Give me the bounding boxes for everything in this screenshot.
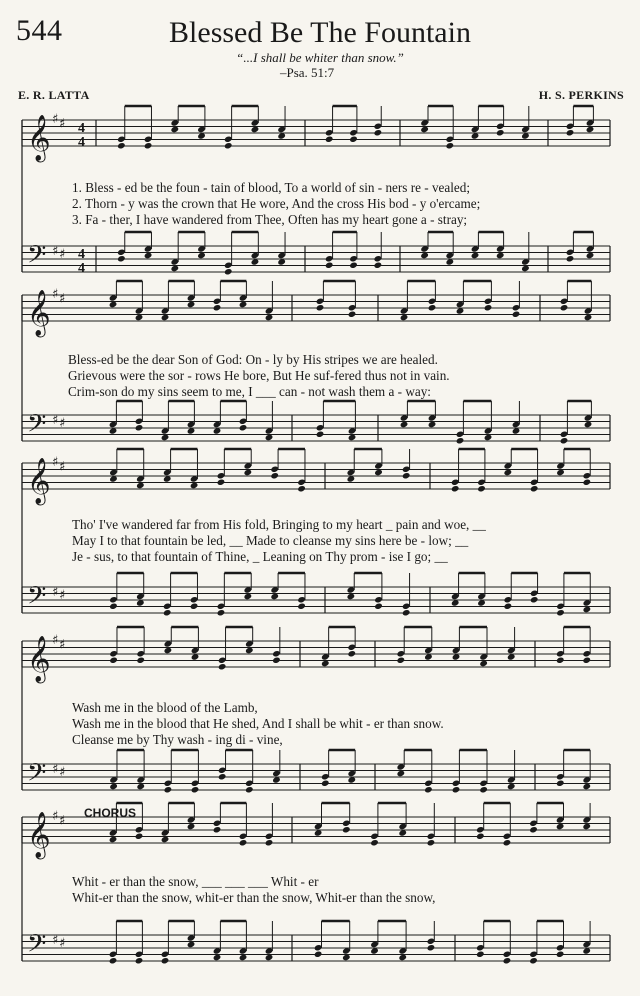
time-signature-denominator: 4 [78, 135, 85, 150]
lyric-line: Wash me in the blood of the Lamb, [72, 700, 258, 715]
sharp-icon: ♯ [59, 416, 66, 431]
hymn-number: 544 [16, 14, 63, 47]
note-head [213, 304, 222, 311]
note-head [190, 603, 199, 610]
note-head [217, 609, 226, 616]
note-head [270, 472, 279, 479]
note-head [512, 311, 521, 318]
note-head [503, 839, 512, 846]
sharp-icon: ♯ [52, 585, 59, 600]
sharp-icon: ♯ [52, 633, 59, 648]
lyric-line: May I to that fountain be led, __ Made to cleanse my sins here be - low; __ [72, 533, 469, 548]
time-signature-numerator: 4 [78, 121, 85, 136]
lyric-line: 2. Thorn - y was the crown that He wore, And the cross His bod - y o'ercame; [72, 196, 481, 211]
note-head [529, 826, 538, 833]
note-head [117, 142, 126, 149]
note-head [477, 485, 486, 492]
note-head [218, 773, 227, 780]
bass-clef-icon: 𝄢 [27, 581, 47, 617]
note-head [503, 957, 512, 964]
note-head [424, 786, 433, 793]
lyric-line: 1. Bless - ed be the foun - tain of blood, To a world of sin - ners re - vealed; [72, 180, 471, 195]
note-head [479, 786, 488, 793]
note-head [560, 304, 569, 311]
lyric-line: Crim-son do my sins seem to me, I ___ can - not wash them a - way: [68, 384, 431, 399]
scripture-reference: –Psa. 51:7 [280, 65, 335, 80]
author-credit: E. R. LATTA [18, 88, 90, 102]
note-head [245, 786, 254, 793]
note-head [109, 957, 118, 964]
note-head [566, 255, 575, 262]
note-head [370, 839, 379, 846]
note-head [530, 485, 539, 492]
note-head [272, 657, 281, 664]
sharp-icon: ♯ [59, 459, 66, 475]
note-head [476, 833, 485, 840]
time-signature-numerator: 4 [78, 247, 85, 262]
note-head [239, 839, 248, 846]
note-head [135, 424, 144, 431]
sharp-icon: ♯ [52, 762, 59, 777]
note-head [556, 951, 565, 958]
composer-credit: H. S. PERKINS [538, 88, 624, 102]
note-head [349, 136, 358, 143]
sharp-icon: ♯ [52, 287, 59, 302]
note-head [446, 142, 455, 149]
note-head [218, 663, 227, 670]
note-head [374, 603, 383, 610]
lyric-line: Grievous were the sor - rows He bore, But He suf-fered thus not in vain. [68, 368, 450, 383]
note-head [349, 262, 358, 269]
lyric-line: Je - sus, to that fountain of Thine, _ Leaning on Thy prom - ise I go; __ [72, 549, 448, 564]
note-head [402, 609, 411, 616]
sharp-icon: ♯ [59, 116, 66, 132]
note-head [347, 650, 356, 657]
time-signature-denominator: 4 [78, 261, 85, 276]
bass-clef-icon: 𝄢 [27, 929, 47, 965]
note-head [496, 129, 505, 136]
hymn-title: Blessed Be The Fountain [169, 16, 471, 49]
bass-clef-icon: 𝄢 [27, 758, 47, 794]
sharp-icon: ♯ [59, 936, 66, 951]
note-head [451, 485, 460, 492]
lyric-line: Tho' I've wandered far from His fold, Bringing to my heart _ pain and woe, __ [72, 517, 486, 532]
lyric-line: Wash me in the blood that He shed, And I shall be whit - er than snow. [72, 716, 444, 731]
note-head [224, 142, 233, 149]
note-head [504, 603, 513, 610]
treble-clef-icon: 𝄞 [27, 290, 51, 336]
sharp-icon: ♯ [59, 588, 66, 603]
note-head [560, 437, 569, 444]
note-head [484, 304, 493, 311]
treble-clef-icon: 𝄞 [27, 812, 51, 858]
lyric-line: Whit - er than the snow, ___ ___ ___ Whit - er [72, 874, 319, 889]
epigraph: “...I shall be whiter than snow.” [236, 50, 404, 65]
note-head [136, 657, 145, 664]
lyric-line: Cleanse me by Thy wash - ing di - vine, [72, 732, 283, 747]
sharp-icon: ♯ [52, 933, 59, 948]
sharp-icon: ♯ [59, 813, 66, 829]
note-head [529, 957, 538, 964]
note-head [161, 957, 170, 964]
note-head [239, 424, 248, 431]
note-head [224, 268, 233, 275]
sharp-icon: ♯ [59, 247, 66, 262]
bass-clef-icon: 𝄢 [27, 409, 47, 445]
sharp-icon: ♯ [52, 809, 59, 824]
note-head [297, 485, 306, 492]
note-head [452, 786, 461, 793]
treble-clef-icon: 𝄞 [27, 458, 51, 504]
note-head [265, 839, 274, 846]
treble-clef-icon: 𝄞 [27, 115, 51, 161]
lyric-line: Whit-er than the snow, whit-er than the snow, Whit-er than the snow, [72, 890, 436, 905]
note-head [316, 431, 325, 438]
note-head [109, 657, 118, 664]
chorus-label: CHORUS [84, 806, 137, 820]
note-head [556, 657, 565, 664]
lyric-line: 3. Fa - ther, I have wandered from Thee, Often has my heart gone a - stray; [72, 212, 468, 227]
lyric-line: Bless-ed be the dear Son of God: On - ly by His stripes we are healed. [68, 352, 438, 367]
sharp-icon: ♯ [52, 413, 59, 428]
sharp-icon: ♯ [59, 637, 66, 653]
note-head [374, 129, 383, 136]
note-head [582, 657, 591, 664]
sharp-icon: ♯ [52, 244, 59, 259]
note-head [348, 311, 357, 318]
note-head [428, 304, 437, 311]
note-head [314, 951, 323, 958]
note-head [456, 437, 465, 444]
note-head [135, 957, 144, 964]
note-head [163, 609, 172, 616]
note-head [316, 304, 325, 311]
sharp-icon: ♯ [59, 291, 66, 307]
note-head [325, 136, 334, 143]
note-head [397, 657, 406, 664]
note-head [109, 603, 118, 610]
note-head [556, 609, 565, 616]
note-head [117, 255, 126, 262]
note-head [213, 826, 222, 833]
note-head [217, 479, 226, 486]
note-head [297, 603, 306, 610]
bass-clef-icon: 𝄢 [27, 240, 47, 276]
note-head [476, 951, 485, 958]
note-head [342, 826, 351, 833]
note-head [402, 472, 411, 479]
sharp-icon: ♯ [52, 112, 59, 127]
sharp-icon: ♯ [52, 455, 59, 470]
treble-clef-icon: 𝄞 [27, 636, 51, 682]
note-head [164, 786, 173, 793]
note-head [556, 780, 565, 787]
note-head [374, 262, 383, 269]
note-head [135, 833, 144, 840]
note-head [325, 262, 334, 269]
note-head [530, 596, 539, 603]
note-head [566, 129, 575, 136]
note-head [427, 944, 436, 951]
note-head [321, 780, 330, 787]
note-head [191, 786, 200, 793]
sharp-icon: ♯ [59, 765, 66, 780]
note-head [144, 142, 153, 149]
note-head [427, 839, 436, 846]
note-head [583, 479, 592, 486]
